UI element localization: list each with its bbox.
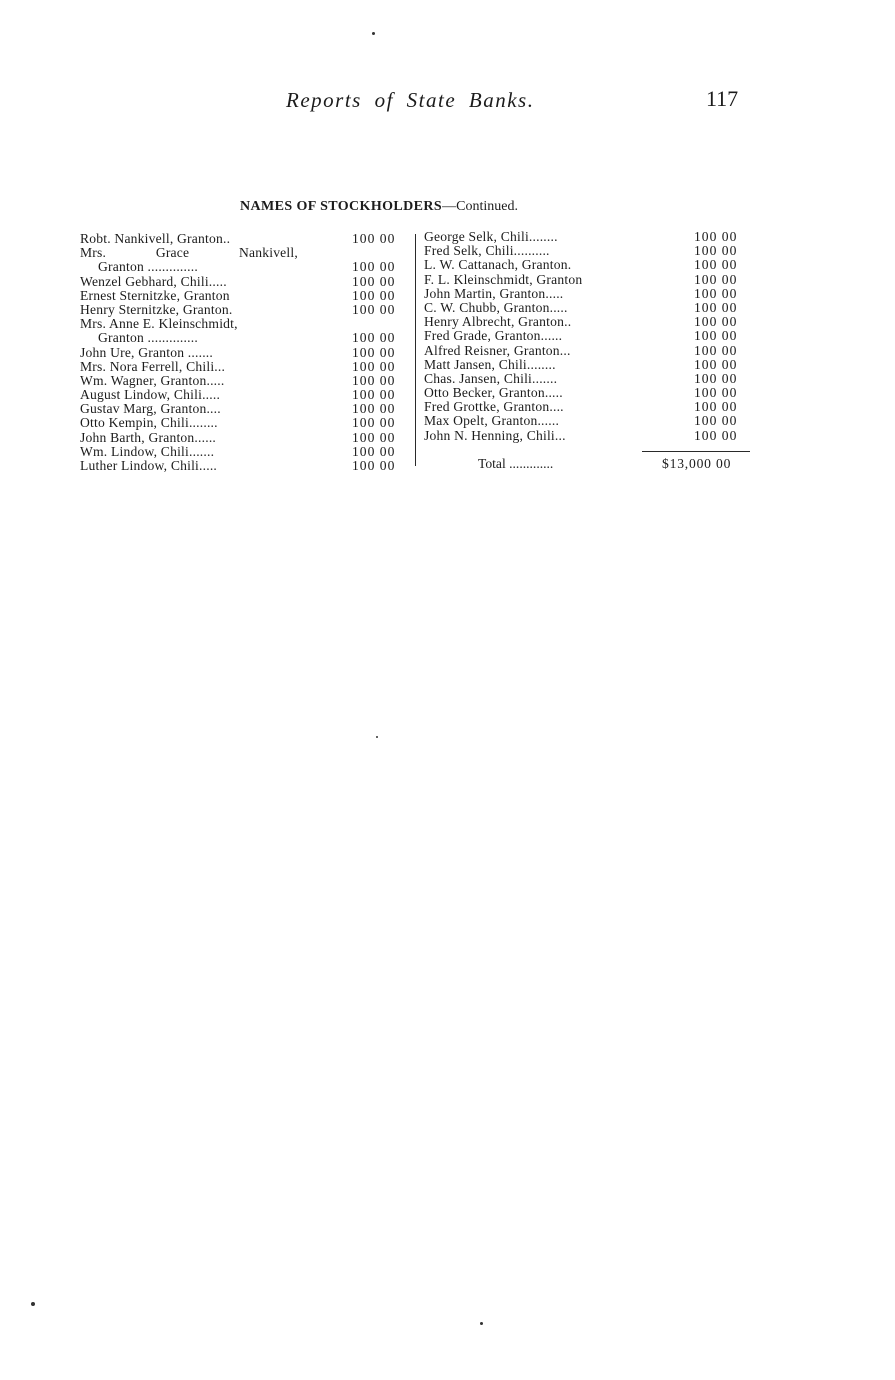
- stockholder-name: John Martin, Granton.....: [424, 285, 564, 301]
- stockholder-row: [80, 374, 410, 388]
- stockholder-row: [80, 275, 410, 289]
- section-title: [240, 199, 518, 215]
- stockholder-name-part: Mrs.: [80, 245, 107, 261]
- stockholder-row: [80, 331, 410, 345]
- total-amount: $13,000 00: [662, 456, 732, 471]
- stockholder-amount: 100 00: [352, 443, 396, 459]
- stockholder-amount: 100 00: [694, 356, 738, 372]
- stockholder-name: Fred Selk, Chili..........: [424, 243, 550, 259]
- stockholder-amount: 100 00: [694, 243, 738, 259]
- stockholder-row: [424, 273, 754, 287]
- stockholder-name: Otto Becker, Granton.....: [424, 385, 563, 401]
- stockholder-amount: 100 00: [352, 458, 396, 473]
- stockholder-name: Henry Albrecht, Granton..: [424, 314, 572, 330]
- stockholder-amount: 100 00: [694, 299, 738, 315]
- scan-speck: [480, 1322, 483, 1325]
- stockholder-row: [80, 388, 410, 402]
- stockholder-name: Luther Lindow, Chili.....: [80, 458, 218, 473]
- stockholder-amount: 100 00: [694, 370, 738, 386]
- stockholder-name: Fred Grade, Granton......: [424, 328, 563, 344]
- stockholder-name: Mrs. Nora Ferrell, Chili...: [80, 358, 226, 374]
- stockholder-name: Matt Jansen, Chili........: [424, 356, 556, 372]
- stockholder-name: C. W. Chubb, Granton.....: [424, 299, 568, 315]
- stockholder-name: Wm. Wagner, Granton.....: [80, 372, 225, 388]
- stockholder-amount: 100 00: [694, 328, 738, 344]
- stockholder-amount: 100 00: [694, 257, 738, 273]
- stockholder-row: [424, 414, 754, 428]
- section-title-main: NAMES OF STOCKHOLDERS: [240, 199, 443, 214]
- stockholder-amount: 100 00: [352, 429, 396, 445]
- stockholder-name: Alfred Reisner, Granton...: [424, 342, 571, 358]
- section-title-suffix: —Continued.: [442, 199, 518, 214]
- stockholder-amount: 100 00: [352, 387, 396, 403]
- stockholder-row: [424, 258, 754, 272]
- stockholder-name: Gustav Marg, Granton....: [80, 401, 221, 417]
- stockholder-amount: 100 00: [694, 271, 738, 287]
- stockholder-name: August Lindow, Chili.....: [80, 387, 221, 403]
- stockholder-row: [424, 344, 754, 358]
- stockholder-row: [424, 244, 754, 258]
- stockholder-name: Fred Grottke, Granton....: [424, 399, 564, 415]
- stockholder-name: L. W. Cattanach, Granton.: [424, 257, 572, 273]
- stockholder-row: [424, 358, 754, 372]
- stockholder-row: [424, 315, 754, 329]
- stockholder-row: [80, 346, 410, 360]
- column-divider: [415, 234, 416, 466]
- stockholder-amount: 100 00: [694, 229, 738, 244]
- stockholder-amount: 100 00: [352, 259, 396, 275]
- scan-speck: [376, 736, 378, 738]
- stockholder-amount: 100 00: [694, 285, 738, 301]
- stockholder-row: [424, 400, 754, 414]
- stockholder-row: [80, 402, 410, 416]
- stockholder-name: Wenzel Gebhard, Chili.....: [80, 273, 227, 289]
- stockholder-name: Ernest Sternitzke, Granton: [80, 287, 230, 303]
- stockholder-name: Otto Kempin, Chili........: [80, 415, 218, 431]
- stockholder-amount: 100 00: [352, 330, 396, 346]
- running-head: Reports of State Banks.: [286, 88, 535, 112]
- stockholder-amount: 100 00: [694, 413, 738, 429]
- stockholder-amount: 100 00: [352, 273, 396, 289]
- scan-speck: [31, 1302, 35, 1306]
- scan-speck: [372, 32, 375, 35]
- stockholder-amount: 100 00: [352, 344, 396, 360]
- stockholder-name: John N. Henning, Chili...: [424, 427, 566, 443]
- stockholder-row: [80, 260, 410, 274]
- stockholder-row: [80, 246, 410, 260]
- stockholder-row: [80, 289, 410, 303]
- stockholder-amount: 100 00: [352, 301, 396, 317]
- total-label: Total .............: [478, 456, 554, 471]
- stockholder-name-part: Grace: [155, 245, 190, 261]
- stockholder-amount: 100 00: [352, 287, 396, 303]
- stockholder-name: John Barth, Granton......: [80, 429, 217, 445]
- stockholder-row: [424, 287, 754, 301]
- stockholder-name: Chas. Jansen, Chili.......: [424, 370, 558, 386]
- stockholder-amount: 100 00: [694, 427, 738, 443]
- total-rule: [642, 451, 750, 452]
- stockholder-amount: 100 00: [694, 314, 738, 330]
- stockholder-row: [80, 431, 410, 445]
- stockholder-row: [80, 360, 410, 374]
- stockholder-name: Henry Sternitzke, Granton.: [80, 301, 233, 317]
- stockholder-amount: 100 00: [352, 415, 396, 431]
- stockholder-name: John Ure, Granton .......: [80, 344, 213, 360]
- stockholder-name: Wm. Lindow, Chili.......: [80, 443, 215, 459]
- stockholder-list-left: [80, 232, 410, 473]
- stockholder-row: [424, 429, 754, 443]
- stockholder-name-part: Nankivell,: [238, 245, 298, 261]
- stockholder-row: [80, 459, 410, 473]
- stockholder-row: [80, 416, 410, 430]
- stockholder-amount: 100 00: [694, 385, 738, 401]
- stockholder-amount: 100 00: [352, 401, 396, 417]
- stockholder-row: [424, 329, 754, 343]
- stockholder-amount: 100 00: [352, 372, 396, 388]
- stockholder-name: Mrs. Anne E. Kleinschmidt,: [80, 316, 238, 332]
- total-row: [478, 456, 758, 472]
- stockholder-name: Max Opelt, Granton......: [424, 413, 560, 429]
- stockholder-list-right: [424, 230, 754, 443]
- stockholder-name: F. L. Kleinschmidt, Granton: [424, 271, 583, 287]
- stockholder-row: [424, 372, 754, 386]
- page-number: 117: [706, 86, 739, 111]
- stockholder-row: [80, 232, 410, 246]
- stockholder-row: [424, 230, 754, 244]
- stockholder-row: [80, 445, 410, 459]
- stockholder-row: [80, 317, 410, 331]
- stockholder-amount: 100 00: [694, 342, 738, 358]
- stockholder-name: Granton ..............: [98, 330, 198, 346]
- stockholder-name: Robt. Nankivell, Granton..: [80, 231, 231, 246]
- stockholder-amount: 100 00: [352, 358, 396, 374]
- stockholder-name: [80, 246, 298, 260]
- stockholder-name: Granton ..............: [98, 259, 198, 275]
- stockholder-name: George Selk, Chili........: [424, 229, 558, 244]
- stockholder-row: [424, 386, 754, 400]
- stockholder-row: [424, 301, 754, 315]
- stockholder-amount: 100 00: [352, 231, 396, 246]
- stockholder-amount: 100 00: [694, 399, 738, 415]
- stockholder-row: [80, 303, 410, 317]
